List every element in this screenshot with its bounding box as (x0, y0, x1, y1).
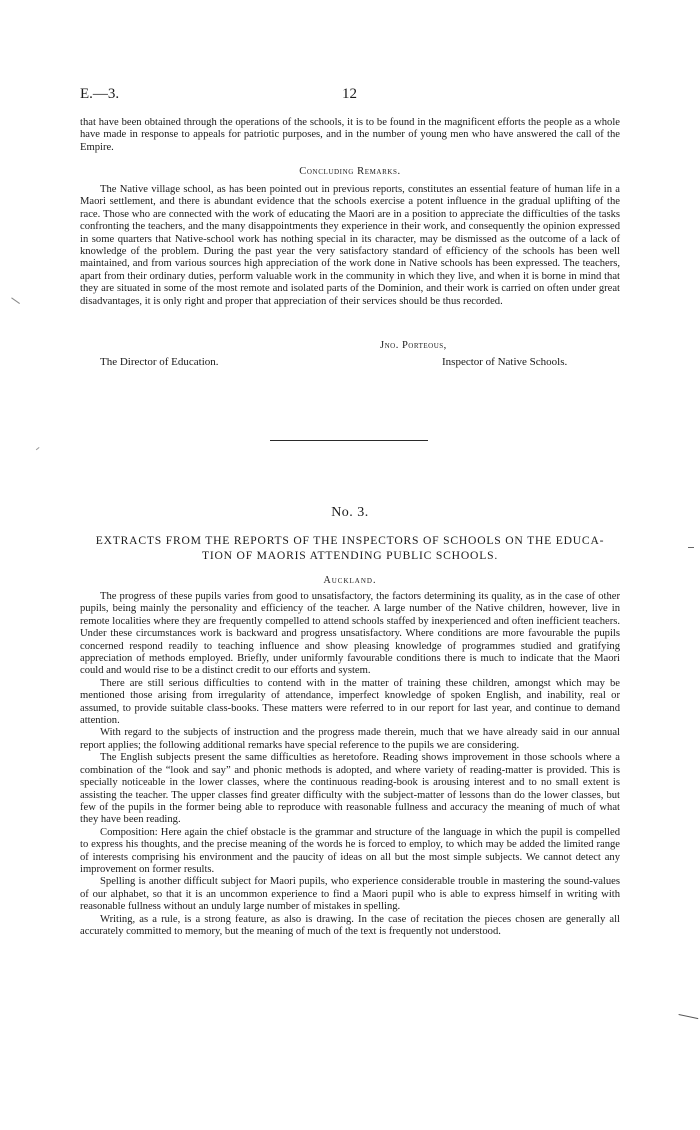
page-number: 12 (342, 86, 357, 102)
report-paragraph: With regard to the subjects of instruction and the progress made therein, much that we have already said in our annual report applies; the following additional remarks have special reference to the pupils we are considering. (80, 727, 620, 751)
concluding-remarks-heading: Concluding Remarks. (299, 166, 401, 177)
signatory-title: Inspector of Native Schools. (442, 356, 568, 368)
report-paragraph: There are still serious difficulties to contend with in the matter of training these children, amongst which may be mentioned those arising from irregularity of attendance, imperfect knowledge of spoken English, and inability, real or assumed, to provide suitable class-books. These matters were referred to in our report for last year, and continue to demand attention. (80, 677, 620, 727)
addressee: The Director of Education. (100, 356, 219, 368)
section-title-line-2: TION OF MAORIS ATTENDING PUBLIC SCHOOLS. (201, 549, 499, 562)
section-divider (270, 440, 428, 441)
intro-paragraph: that have been obtained through the operations of the schools, it is to be found in the magnificent efforts the people as a whole have made in response to appeals for patriotic purposes, and in the number of young men who have answered the call of the Empire. (80, 117, 620, 153)
section-title (80, 533, 620, 563)
scan-mark (36, 447, 40, 451)
scan-mark (688, 547, 694, 549)
document-code: E.—3. (80, 86, 120, 102)
concluding-paragraph: The Native village school, as has been pointed out in previous reports, constitutes an essential feature of human life in a Maori settlement, and there is abundant evidence that the schools exercise a potent influence in the gradual uplifting of the race. Those who are connected with the work of educating the Maori are in a position to appreciate the difficulties of the tasks confronting the teachers, and the many disappointments they experience in their work, and consequently the opinion expressed in some quarters that Native-school work has nothing special in its character, may be dismissed as the outcome of a lack of knowledge of the problem. During the past year the very satisfactory standard of efficiency of the schools has been well maintained, and from various sources high appreciation of the work done in Native schools has been expressed. The teachers, apart from their ordinary duties, perform valuable work in the community in which they live, and when it is borne in mind that they are situated in some of the most remote and isolated parts of the Dominion, and their work is carried on often under great disadvantages, it is only right and proper that appreciation of their services should be thus recorded. (80, 184, 620, 307)
report-paragraph: The English subjects present the same difficulties as heretofore. Reading shows improvement in those schools where a combination of the “look and say” and phonic methods is adopted, and where variety of reading-matter is provided. This is specially noticeable in the lower classes, where the continuous reading-book is arousing interest and to no small extent is assisting the teacher. The upper classes find greater difficulty with the subject-matter of lessons than do the lower classes, but few of the pupils in the former being able to reproduce with reasonable fullness and accuracy the meaning of much of what they have been reading. (80, 752, 620, 826)
report-paragraph: Spelling is another difficult subject for Maori pupils, who experience considerable trouble in mastering the sound-values of our alphabet, so that it is an uncommon experience to find a Maori pupil who is able to express himself in writing with reasonable fullness without an unduly large number of mistakes in spelling. (80, 876, 620, 913)
intro-block (80, 117, 620, 154)
report-paragraph: Composition: Here again the chief obstacle is the grammar and structure of the language in which the pupil is compelled to express his thoughts, and the precise meaning of the words he is forced to employ, to which may be added the limited range of interests comprising his environment and the paucity of ideas on all but the most simple subjects. We cannot detect any improvement on former results. (80, 826, 620, 875)
concluding-block (80, 184, 620, 308)
page-header (80, 86, 620, 108)
report-paragraph: Writing, as a rule, is a strong feature, as also is drawing. In the case of recitation the pieces chosen are generally all accurately committed to memory, but the meaning of much of the text is frequently not understood. (80, 913, 620, 937)
scan-mark (678, 1014, 699, 1023)
report-paragraph: The progress of these pupils varies from good to unsatisfactory, the factors determining its quality, as in the case of other pupils, being mainly the personality and efficiency of the teacher. A large number of the Native children, however, live in remote localities where they are frequently compelled to attend schools staffed by inexperienced and often inefficient teachers. Under these circumstances work is backward and progress unsatisfactory. Where conditions are more favourable the pupils concerned respond readily to teaching influence and show pleasing knowledge of programmes studied and gratifying appreciation of methods employed. Briefly, under uniformly favourable conditions there is much to indicate that the Maori could and would rise to be a distinct credit to our efforts and system. (80, 591, 620, 677)
section-number: No. 3. (331, 505, 369, 520)
section-title-line-1: EXTRACTS FROM THE REPORTS OF THE INSPECTORS OF SCHOOLS ON THE EDUCA- (95, 534, 605, 547)
district-heading: Auckland. (323, 575, 377, 586)
signatory-name: Jno. Porteous, (380, 340, 447, 351)
auckland-report-body (80, 591, 620, 938)
scan-mark (10, 297, 20, 305)
